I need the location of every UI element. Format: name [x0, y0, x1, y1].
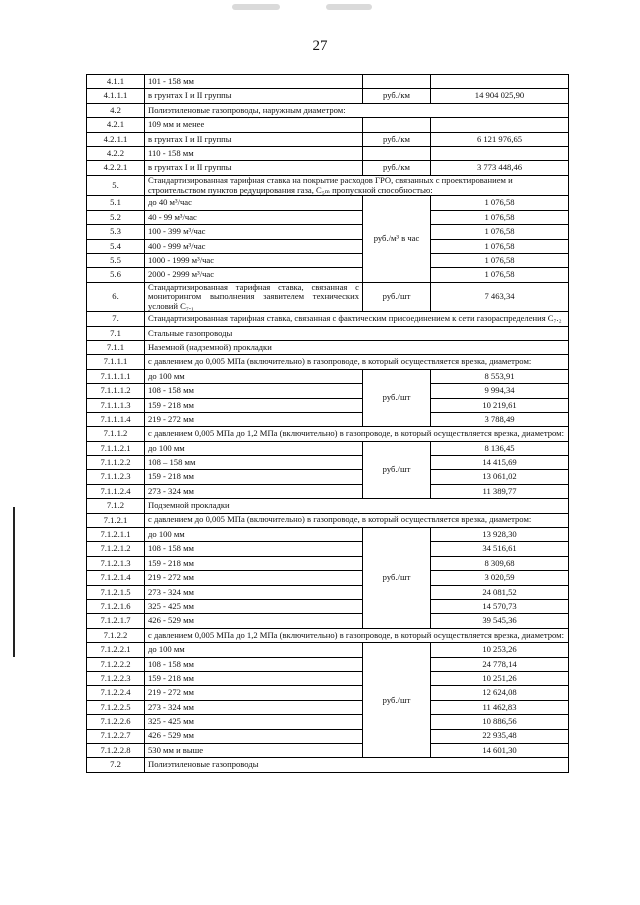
table-row: [87, 643, 569, 657]
page-number: 27: [312, 38, 328, 54]
row-unit: руб./шт: [363, 643, 431, 758]
row-value: 1 076,58: [431, 268, 569, 282]
row-label: до 100 мм: [145, 528, 363, 542]
table-row: [87, 715, 569, 729]
row-text: Стандартизированная тарифная ставка, связанная с фактическим присоединением к сети газораспределения С₇.₂: [145, 312, 569, 326]
row-label: 159 - 218 мм: [145, 470, 363, 484]
table-row: [87, 103, 569, 117]
row-value: 14 904 025,90: [431, 89, 569, 103]
row-unit: [363, 146, 431, 160]
row-value: 8 309,68: [431, 556, 569, 570]
row-value: 12 624,08: [431, 686, 569, 700]
table-row: [87, 657, 569, 671]
row-value: 10 886,56: [431, 715, 569, 729]
row-value: 9 994,34: [431, 384, 569, 398]
row-label: 2000 - 2999 м³/час: [145, 268, 363, 282]
row-value: 14 415,69: [431, 456, 569, 470]
row-code: 7.1.2.2: [87, 628, 145, 642]
row-value: 10 253,26: [431, 643, 569, 657]
row-value: 3 020,59: [431, 571, 569, 585]
row-code: 6.: [87, 282, 145, 311]
table-row: [87, 542, 569, 556]
row-text: Подземной прокладки: [145, 499, 569, 513]
row-text: с давлением до 0,005 МПа (включительно) в газопроводе, в который осуществляется врезка, диаметром:: [145, 513, 569, 527]
row-label: 108 - 158 мм: [145, 657, 363, 671]
table-row: [87, 729, 569, 743]
row-value: 24 778,14: [431, 657, 569, 671]
table-row: [87, 89, 569, 103]
row-label: 426 - 529 мм: [145, 614, 363, 628]
row-code: 7.1.1.2: [87, 427, 145, 441]
row-unit: руб./км: [363, 161, 431, 175]
table-row: [87, 254, 569, 268]
table-row: [87, 175, 569, 196]
row-value: 13 928,30: [431, 528, 569, 542]
row-label: 273 - 324 мм: [145, 484, 363, 498]
row-label: 159 - 218 мм: [145, 671, 363, 685]
table-row: [87, 600, 569, 614]
row-value: 13 061,02: [431, 470, 569, 484]
row-label: 1000 - 1999 м³/час: [145, 254, 363, 268]
row-label: до 100 мм: [145, 441, 363, 455]
scan-margin-line: [13, 507, 15, 657]
table-row: [87, 499, 569, 513]
table-row: [87, 671, 569, 685]
row-unit: [363, 75, 431, 89]
row-code: 4.2.2.1: [87, 161, 145, 175]
row-code: 7.1.2.1.2: [87, 542, 145, 556]
row-value: 1 076,58: [431, 210, 569, 224]
row-code: 7.1.2.1.6: [87, 600, 145, 614]
row-code: 5.2: [87, 210, 145, 224]
row-value: 1 076,58: [431, 225, 569, 239]
row-code: 5.6: [87, 268, 145, 282]
row-code: 7.1.1.1.1: [87, 369, 145, 383]
table-row: [87, 146, 569, 160]
row-text: Стандартизированная тарифная ставка на покрытие расходов ГРО, связанных с проектированием и строительством пунктов редуцирования газа, С₅ₘ пропускной способностью:: [145, 175, 569, 196]
table-row: [87, 441, 569, 455]
table-row: [87, 585, 569, 599]
row-label: 101 - 158 мм: [145, 75, 363, 89]
scan-smudge: [326, 4, 372, 10]
row-value: 11 389,77: [431, 484, 569, 498]
row-code: 7.1.1.1.2: [87, 384, 145, 398]
row-label: 273 - 324 мм: [145, 585, 363, 599]
row-code: 5.3: [87, 225, 145, 239]
row-label: 159 - 218 мм: [145, 556, 363, 570]
row-code: 4.2.1: [87, 118, 145, 132]
row-code: 7.1.1.2.2: [87, 456, 145, 470]
row-code: 5.: [87, 175, 145, 196]
row-value: [431, 146, 569, 160]
tariff-table: [86, 74, 569, 773]
row-code: 7.1.1.2.3: [87, 470, 145, 484]
row-value: 3 788,49: [431, 412, 569, 426]
row-value: 14 570,73: [431, 600, 569, 614]
row-text: с давлением 0,005 МПа до 1,2 МПа (включительно) в газопроводе, в который осуществляется врезка, диаметром:: [145, 427, 569, 441]
row-code: 7.1.2.1.4: [87, 571, 145, 585]
row-text: с давлением 0,005 МПа до 1,2 МПа (включительно) в газопроводе, в который осуществляется врезка, диаметром:: [145, 628, 569, 642]
row-value: 1 076,58: [431, 239, 569, 253]
table-row: [87, 118, 569, 132]
row-code: 4.2: [87, 103, 145, 117]
row-code: 7.1.2.1: [87, 513, 145, 527]
row-label: до 40 м³/час: [145, 196, 363, 210]
table-row: [87, 312, 569, 326]
table-row: [87, 398, 569, 412]
table-row: [87, 225, 569, 239]
table-row: [87, 686, 569, 700]
table-row: [87, 456, 569, 470]
row-code: 7.1.2.1.5: [87, 585, 145, 599]
row-label: 530 мм и выше: [145, 743, 363, 757]
row-unit: руб./шт: [363, 441, 431, 499]
table-row: [87, 161, 569, 175]
row-value: 7 463,34: [431, 282, 569, 311]
row-value: 3 773 448,46: [431, 161, 569, 175]
table-row: [87, 239, 569, 253]
table-row: [87, 268, 569, 282]
scan-smudge: [232, 4, 280, 10]
row-label: 426 - 529 мм: [145, 729, 363, 743]
row-code: 7.1.1.1: [87, 355, 145, 369]
row-label: в грунтах I и II группы: [145, 89, 363, 103]
table-row: [87, 369, 569, 383]
row-label: 40 - 99 м³/час: [145, 210, 363, 224]
table-row: [87, 282, 569, 311]
row-code: 4.2.1.1: [87, 132, 145, 146]
table-row: [87, 513, 569, 527]
row-label: 219 - 272 мм: [145, 686, 363, 700]
row-code: 7.1.2.2.8: [87, 743, 145, 757]
row-unit: руб./км: [363, 89, 431, 103]
table-row: [87, 340, 569, 354]
row-label: 108 - 158 мм: [145, 384, 363, 398]
row-code: 7.1.2.2.2: [87, 657, 145, 671]
row-label: 325 - 425 мм: [145, 715, 363, 729]
row-code: 7.1.2.2.6: [87, 715, 145, 729]
row-code: 7.1.2.2.4: [87, 686, 145, 700]
row-value: 22 935,48: [431, 729, 569, 743]
row-code: 4.2.2: [87, 146, 145, 160]
row-code: 7.1.1: [87, 340, 145, 354]
row-code: 7.1.2.2.3: [87, 671, 145, 685]
row-code: 5.5: [87, 254, 145, 268]
row-label: 100 - 399 м³/час: [145, 225, 363, 239]
row-value: 6 121 976,65: [431, 132, 569, 146]
row-unit: руб./шт: [363, 369, 431, 427]
table-row: [87, 384, 569, 398]
row-value: 39 545,36: [431, 614, 569, 628]
row-text: Полиэтиленовые газопроводы: [145, 758, 569, 772]
table-row: [87, 628, 569, 642]
row-label: 273 - 324 мм: [145, 700, 363, 714]
row-label: до 100 мм: [145, 369, 363, 383]
row-code: 4.1.1: [87, 75, 145, 89]
row-label: до 100 мм: [145, 643, 363, 657]
row-text: Стальные газопроводы: [145, 326, 569, 340]
table-row: [87, 556, 569, 570]
row-label: в грунтах I и II группы: [145, 161, 363, 175]
row-value: [431, 118, 569, 132]
row-code: 7.1.1.2.4: [87, 484, 145, 498]
row-code: 7.1.2.2.5: [87, 700, 145, 714]
table-row: [87, 758, 569, 772]
row-value: [431, 75, 569, 89]
row-unit: руб./км: [363, 132, 431, 146]
row-label: 110 - 158 мм: [145, 146, 363, 160]
row-unit: руб./м³ в час: [363, 196, 431, 282]
row-code: 7.1.2.1.3: [87, 556, 145, 570]
row-label: 219 - 272 мм: [145, 412, 363, 426]
table-row: [87, 326, 569, 340]
row-value: 1 076,58: [431, 196, 569, 210]
row-label: 108 - 158 мм: [145, 542, 363, 556]
row-value: 10 219,61: [431, 398, 569, 412]
table-row: [87, 700, 569, 714]
row-label: 219 - 272 мм: [145, 571, 363, 585]
row-code: 7.1.1.2.1: [87, 441, 145, 455]
row-code: 4.1.1.1: [87, 89, 145, 103]
row-text: Наземной (надземной) прокладки: [145, 340, 569, 354]
table-row: [87, 132, 569, 146]
row-label: 159 - 218 мм: [145, 398, 363, 412]
table-row: [87, 743, 569, 757]
row-value: 14 601,30: [431, 743, 569, 757]
row-code: 7.1: [87, 326, 145, 340]
row-label: 108 – 158 мм: [145, 456, 363, 470]
row-code: 7.1.2.2.1: [87, 643, 145, 657]
table-row: [87, 571, 569, 585]
row-code: 7.1.2.1.1: [87, 528, 145, 542]
row-value: 10 251,26: [431, 671, 569, 685]
row-code: 5.4: [87, 239, 145, 253]
row-unit: руб./шт: [363, 528, 431, 629]
table-row: [87, 470, 569, 484]
row-label: 400 - 999 м³/час: [145, 239, 363, 253]
row-unit: руб./шт: [363, 282, 431, 311]
row-label: в грунтах I и II группы: [145, 132, 363, 146]
row-value: 8 553,91: [431, 369, 569, 383]
row-value: 34 516,61: [431, 542, 569, 556]
row-code: 7.1.1.1.4: [87, 412, 145, 426]
row-value: 11 462,83: [431, 700, 569, 714]
table-row: [87, 196, 569, 210]
row-value: 24 081,52: [431, 585, 569, 599]
row-code: 7.2: [87, 758, 145, 772]
row-label: 325 - 425 мм: [145, 600, 363, 614]
row-code: 7.1.2.1.7: [87, 614, 145, 628]
row-text: с давлением до 0,005 МПа (включительно) в газопроводе, в который осуществляется врезка, диаметром:: [145, 355, 569, 369]
table-row: [87, 614, 569, 628]
row-label: Стандартизированная тарифная ставка, связанная с мониторингом выполнения заявителем технических условий С₇.₁: [145, 282, 363, 311]
row-label: 109 мм и менее: [145, 118, 363, 132]
table-row: [87, 210, 569, 224]
row-value: 1 076,58: [431, 254, 569, 268]
row-text: Полиэтиленовые газопроводы, наружным диаметром:: [145, 103, 569, 117]
table-row: [87, 355, 569, 369]
table-row: [87, 75, 569, 89]
row-value: 8 136,45: [431, 441, 569, 455]
row-code: 7.1.2.2.7: [87, 729, 145, 743]
table-row: [87, 427, 569, 441]
row-unit: [363, 118, 431, 132]
row-code: 5.1: [87, 196, 145, 210]
table-row: [87, 528, 569, 542]
table-row: [87, 484, 569, 498]
table-row: [87, 412, 569, 426]
row-code: 7.1.1.1.3: [87, 398, 145, 412]
row-code: 7.1.2: [87, 499, 145, 513]
row-code: 7.: [87, 312, 145, 326]
